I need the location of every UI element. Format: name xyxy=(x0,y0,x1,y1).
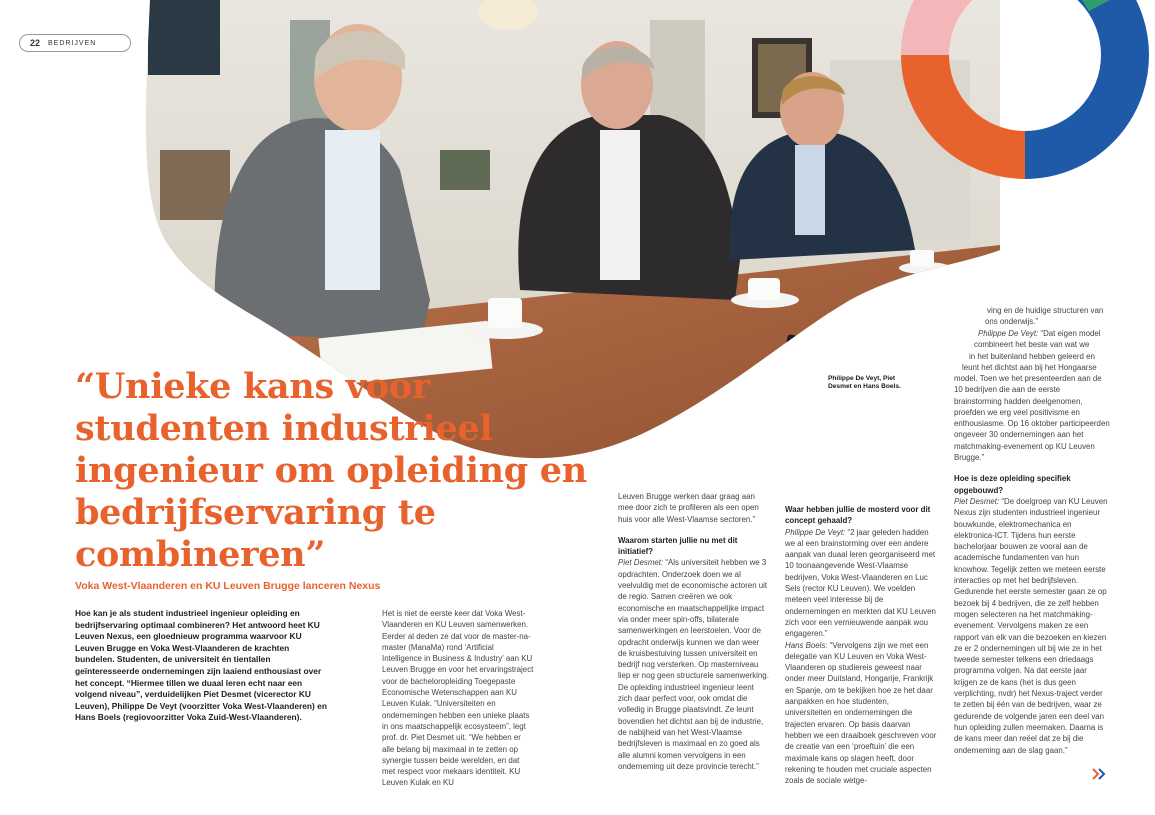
page-header xyxy=(19,34,131,52)
double-chevron-right-icon xyxy=(1092,768,1108,780)
article-intro: Hoe kan je als student industrieel ingenieur opleiding en bedrijfservaring optimaal combineren? Het antwoord heet KU Leuven Nexus, een gloednieuw programma waarvoor KU Leuven Brugge en Voka West-Vlaanderen de krachten bundelen. Studenten, de universiteit én tientallen geïnteresseerde ondernemingen zijn laaiend enthousiast over het concept. “Hiermee tillen we duaal leren echt naar een volgend niveau”, verduidelijken Piet Desmet (vicerector KU Leuven), Philippe De Veyt (voorzitter Voka West-Vlaanderen) en Hans Boels (regiovoorzitter Voka Zuid-West-Vlaanderen). xyxy=(75,608,327,723)
col3-answer-2: “Vervolgens zijn we met een delegatie van KU Leuven en Voka West-Vlaanderen op studiereis geweest naar onder meer Duitsland, Hongarije, Frankrijk en Spanje, om te bekijken hoe ze het daar aanpakken en hoe studenten, universiteiten en ondernemingen die trajecten ervaren. Op basis daarvan hebben we een draaiboek geschreven voor de creatie van een ‘proeftuin’ die een maximale kans op slagen heeft, door rekening te houden met cruciale aspecten zoals de sociale wetge- xyxy=(785,640,937,786)
col4-line-5: in het buitenland hebben geleerd en xyxy=(969,352,1095,361)
col4-answer: “De doelgroep van KU Leuven Nexus zijn studenten industrieel ingenieur bouwkunde, elektromechanica en elektronica-ICT. Tijdens hun eerste bachelorjaar bouwen ze vooral aan de academische fundamenten van hun knowhow. Tegelijk zetten we meteen eerste interacties op met het bedrijfsleven. Gedurende het eerste semester gaan ze op bezoek bij 4 bedrijven, die ze zelf hebben mogen selecteren na het matchmaking-evenement. Vervolgens maken ze een rapport van elk van die bezoeken en kiezen ze er 2 ondernemingen uit bij wie ze in het tweede semester telkens een driedaags programma volgen. Na dat eerste jaar krijgen ze de kans (het is dus geen verplichting, nvdr) het Nexus-traject verder te zetten bij één van de bedrijven, waar ze gedurende de volgende jaren een deel van hun opleiding zullen meemaken. Daarna is de kans meer dan reëel dat ze bij die onderneming aan de slag gaan.” xyxy=(954,496,1108,755)
col4-speaker-1: Philippe De Veyt: xyxy=(978,329,1039,338)
decorative-ring xyxy=(880,0,1155,200)
col4-line-3-text: “Dat eigen model xyxy=(1038,329,1101,338)
col3-speaker-2: Hans Boels: xyxy=(785,640,828,650)
col3-answer-1: “2 jaar geleden hadden we al een brainstorming over een andere aanpak van duaal leren georganiseerd met 10 toonaangevende West-Vlaamse bedrijven, Voka West-Vlaanderen en Luc Sels (rector KU Leuven). We voelden meteen veel interesse bij de ondernemingen en merkten dat KU Leuven zich voor een vernieuwende aanpak wou engageren.” xyxy=(785,527,936,639)
col3-paragraph-1 xyxy=(785,527,937,640)
col3-paragraph-2 xyxy=(785,640,937,787)
article-subhead: Voka West-Vlaanderen en KU Leuven Brugge lanceren Nexus xyxy=(75,580,381,592)
col4-line-6: leunt het dichtst aan bij het Hongaarse xyxy=(962,363,1097,372)
body-column-2 xyxy=(618,491,770,772)
col4-question: Hoe is deze opleiding specifiek opgebouwd? xyxy=(954,474,1071,495)
col4-line-1: ving en de huidige structuren van xyxy=(987,306,1104,315)
col1-text: Het is niet de eerste keer dat Voka West-Vlaanderen en KU Leuven samenwerken. Eerder al deden ze dat voor de master-na-master (ManaMa) rond ‘Artificial Intelligence in Business & Industry’ aan KU Leuven Brugge en voor het ervaringstraject voor de bacheloropleiding Toegepaste Economische Wetenschappen aan KU Leuven Kulak. “Universiteiten en ondernemingen hebben een unieke plaats in ons maatschappelijk ecosysteem”, legt prof. dr. Piet Desmet uit. “We hebben er alle belang bij maximaal in te zetten op synergie tussen beide werelden, en dat met respect voor mekaars identiteit. KU Leuven Kulak en KU xyxy=(382,609,534,788)
photo-caption: Philippe De Veyt, Piet Desmet en Hans Boels. xyxy=(828,375,901,390)
col2-question: Waarom starten jullie nu met dit initiatief? xyxy=(618,535,738,557)
col3-speaker-1: Philippe De Veyt: xyxy=(785,527,846,537)
col2-speaker: Piet Desmet: xyxy=(618,558,664,568)
col4-paragraph-2 xyxy=(954,496,1110,756)
col4-paragraph-1: model. Toen we het presenteerden aan de 10 bedrijven die aan de eerste brainstorming hadden deelgenomen, proefden we erg veel positivisme en enthousiasme. Op 16 oktober participeerden ongeveer 30 ondernemingen aan het matchmaking-evenement op KU Leuven Brugge.” xyxy=(954,374,1110,463)
col4-line-3 xyxy=(978,328,1101,339)
page-number: 22 xyxy=(30,38,41,48)
body-column-3 xyxy=(785,504,937,786)
col4-speaker-2: Piet Desmet: xyxy=(954,496,1000,506)
col4-line-2: ons onderwijs.” xyxy=(985,317,1039,326)
col4-line-4: combineert het beste van wat we xyxy=(974,340,1090,349)
col3-question: Waar hebben jullie de mosterd voor dit concept gehaald? xyxy=(785,505,931,526)
body-column-4 xyxy=(954,373,1110,756)
col2-paragraph-1: Leuven Brugge werken daar graag aan mee door zich te profileren als een open huis voor alle West-Vlaamse sectoren.” xyxy=(618,492,759,524)
col2-answer: “Als universiteit hebben we 3 opdrachten. Onderzoek doen we al veelvuldig met de economische actoren uit de regio. Samen creëren we ook economische en maatschappelijke impact via onder meer spin-offs, bilaterale samenwerkingen en leerstoelen. Voor de opdracht onderwijs kunnen we dan weer de kruisbestuiving tussen universiteit en bedrijf nog versterken. Op masterniveau liep er nog geen structurele samenwerking. De opleiding industrieel ingenieur leent zich daar perfect voor, ook omdat die volledig in Brugge plaatsvindt. Ze leunt bovendien het dichtst aan bij de industrie, de nabijheid van het West-Vlaamse bedrijfsleven is maximaal en zo goed als alle alumni komen vervolgens in een onderneming uit deze provincie terecht.” xyxy=(618,558,769,771)
body-column-1 xyxy=(382,608,534,789)
col2-paragraph-2 xyxy=(618,557,770,772)
article-headline: “Unieke kans voor studenten industrieel ingenieur om opleiding en bedrijfservaring te combineren” xyxy=(75,366,587,575)
section-label: BEDRIJVEN xyxy=(48,39,97,47)
